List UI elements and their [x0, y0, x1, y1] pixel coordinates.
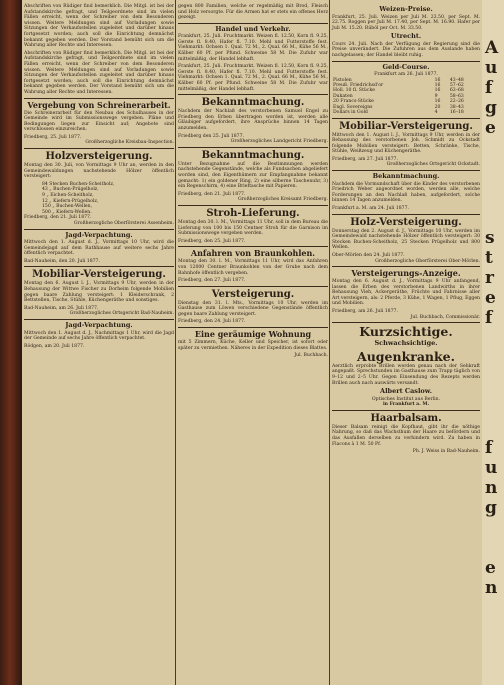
market-text-cont: Frankfurt, 25. Juli. Fruchtmarkt. Weizen fl. 12.50, Korn fl. 9.25, Gerste fl. 8.40, Hafer fl. 7.10. Mehl und Futterstoffe fest. Viehmarkt: Ochsen 1. Qual. 72 M., 2. Qual. 66 M., Kühe 56 M., Kälber 60 Pf. per Pfund. Schweine 58 M. Die Zufuhr war mittelmäßig, der Handel lebhaft.	[178, 64, 328, 92]
table-cell: Dollars in Gold	[333, 110, 368, 116]
notice-date: Ober-Mörlen den 24. Juli 1877.	[332, 252, 405, 258]
divider	[178, 205, 328, 206]
edge-letter: e	[485, 288, 496, 308]
notice-text: mit 5 Zimmern, Küche, Keller und Speicher, ist sofort oder später zu vermiethen. Näheres in der Expedition dieses Blattes.	[178, 340, 328, 351]
price-text: Frankfurt, 25. Juli. Weizen per Juli M. 23.50, per Sept. M. 22.75. Roggen per Juli M. 17.40, per Sept. M. 16.90. Hafer per Juli M. 15.20. Rüböl per Oct. M. 33.50.	[332, 14, 480, 31]
notice-text: Nachdem die Vormundschaft über die Kinder des verstorbenen Friedrich Weber angeordnet worden, werden alle, welche Forderungen an den Nachlaß haben, aufgefordert, solche binnen 14 Tagen anzumelden.	[332, 181, 480, 204]
notice-sign: Jul. Buchbach.	[294, 353, 328, 359]
table-cell: 16	[434, 77, 441, 83]
edge-letter: n	[485, 478, 498, 498]
divider	[178, 23, 328, 24]
table-cell: 4	[434, 110, 438, 116]
market-text: Frankfurt, 25. Juli. Fruchtmarkt. Weizen fl. 12.50, Korn fl. 9.25, Gerste fl. 8.40, Hafer fl. 7.10. Mehl und Futterstoffe fest. Viehmarkt: Ochsen 1. Qual. 72 M., 2. Qual. 66 M., Kühe 56 M., Kälber 60 Pf. per Pfund. Schweine 58 M. Die Zufuhr war mittelmäßig, der Handel lebhaft.	[178, 34, 328, 62]
edge-letter: t	[485, 248, 493, 268]
notice-title: Versteigerung.	[211, 288, 295, 300]
ad-headline: Augenkranke.	[357, 348, 455, 364]
notice-title: Jagd-Verpachtung.	[65, 321, 133, 330]
section-subheading: Frankfurt am 26. Juli 1877.	[374, 72, 438, 78]
section-heading: Utrecht.	[390, 32, 422, 41]
notice-title: Jagd-Verpachtung.	[65, 230, 133, 239]
notice-date: Friedberg, den 24. Juli 1877.	[178, 319, 246, 325]
notice-title: Holz-Versteigerung.	[350, 216, 462, 228]
divider	[332, 118, 480, 119]
notice-sign: Großherzogliche Kreisbau-Inspection.	[85, 140, 174, 146]
table-cell: Holl. 10 fl. Stücke	[333, 88, 375, 94]
list-item: 12 „ Kiefern-Prügelholz,	[42, 198, 99, 204]
edge-letter: u	[485, 458, 498, 478]
divider	[24, 148, 174, 149]
notice-date: Bad-Nauheim, den 20. Juli 1877.	[24, 258, 100, 264]
notice-sign: Jul. Buchbach, Commissionär.	[410, 314, 480, 320]
divider	[178, 147, 328, 148]
notice-text: Montag den 30. Juli, von Vormittags 9 Uhr an, werden in den Gemeindewaldungen nachstehende Hölzer öffentlich versteigert:	[24, 163, 174, 180]
table-cell: Preuß. Friedrichsd'or	[333, 83, 384, 89]
notice-title: Bekanntmachung.	[201, 97, 305, 109]
ad-headline: Kurzsichtige.	[359, 324, 453, 340]
table-cell: Dukaten	[333, 93, 353, 99]
notice-date: Friedberg, den 21. Juli 1877.	[178, 191, 246, 197]
notice-text: Mittwoch den 1. August d. J., Vormittags 10 Uhr, wird die Gemeindejagd auf dem Rathhause auf weitere sechs Jahre öffentlich verpachtet.	[24, 240, 174, 257]
edge-letter: r	[485, 268, 494, 288]
notice-sign: Großherzogliche Oberförsterei Ober-Mörlen.	[375, 258, 480, 264]
edge-letter: n	[485, 578, 498, 598]
table-cell: 20	[434, 104, 441, 110]
notice-text: Montag den 6. August l. J., Vormittags 9 Uhr, werden in der Behausung der Wittwe Fischer zu Dorheim folgende Mobilien gegen baare Zahlung versteigert: 1 Kleiderschrank, 2 Bettstellen, Tische, Stühle, Küchengeräthe und sonstiges.	[24, 281, 174, 304]
column-rule	[329, 0, 330, 685]
table-cell: 43–48	[449, 77, 464, 83]
list-item: 9 „ Eichen-Scheitholz,	[42, 193, 94, 199]
ad-sign: Ph. J. Weiss in Bad-Nauheim.	[412, 449, 480, 455]
notice-text: Die Schreinerarbeit für den Neubau des Schulhauses in der Gemeinde wird im Submissionswege vergeben. Pläne und Bedingungen liegen zur Einsicht auf; Angebote sind verschlossen einzureichen.	[24, 110, 174, 133]
table-cell: 57–62	[449, 83, 464, 89]
divider	[332, 322, 480, 323]
divider	[24, 98, 174, 99]
section-heading: Weizen-Preise.	[379, 5, 433, 13]
column-rule	[175, 0, 176, 685]
divider	[178, 327, 328, 328]
divider	[24, 266, 174, 267]
divider	[332, 170, 480, 171]
ad-subtext: Optisches Institut aus Berlin.	[371, 396, 441, 402]
list-item: 43 „ Buchen-Prügelholz,	[42, 187, 99, 193]
notice-text: Dienstag den 31. l. Mts., Vormittags 10 Uhr, werden im Gasthause zum Löwen verschiedene Gegenstände öffentlich gegen baare Zahlung versteigert.	[178, 300, 328, 317]
left-column	[24, 4, 174, 349]
edge-letter: f	[485, 438, 493, 458]
divider	[332, 214, 480, 215]
edge-letter: e	[485, 558, 496, 578]
ad-text: Aerztlich erprobte Brillen werden genau nach der Sehkraft angepaßt. Sprechstunden im Gasthause zum Trapp täglich von 9–12 und 2–5 Uhr. Gegen Einsendung des Rezepts werden Brillen auch nach auswärts versandt.	[332, 363, 480, 386]
ad-subheadline: Schwachsichtige.	[374, 339, 438, 348]
notice-text: Montag den 6. August d. J., Vormittags 9 Uhr anfangend, lassen die Erben des verstorbenen Landwirths in ihrer Behausung Vieh, Ackergeräthe, Früchte und Fahrnisse aller Art versteigern, als: 2 Pferde, 3 Kühe, 1 Wagen, 1 Pflug, Eggen und Mobilien.	[332, 279, 480, 307]
notice-title: Bekanntmachung.	[201, 149, 305, 161]
table-cell: 58–63	[449, 93, 464, 99]
edge-letter: g	[485, 98, 497, 118]
adjacent-page-edge	[482, 0, 504, 685]
notice-date: Friedberg den 25. Juli 1877.	[178, 133, 244, 139]
notice-date: Friedberg, am 26. Juli 1877.	[332, 309, 398, 315]
edge-letter: s	[485, 228, 495, 248]
notice-sign: Großherzogliches Kreisamt Friedberg.	[237, 197, 328, 203]
middle-column	[178, 4, 328, 360]
notice-date: Friedberg, den 27. Juli 1877.	[178, 278, 246, 284]
table-row	[332, 110, 480, 115]
notice-text: Montag den 30. l. M., Vormittags 11 Uhr, wird das Anfahren von 12000 Centner Braunkohlen von der Grube nach dem Bahnhofe öffentlich vergeben.	[178, 259, 328, 276]
notice-title: Stroh-Lieferung.	[206, 207, 300, 219]
notice-date: Bad-Nauheim, am 26. Juli 1877.	[24, 305, 99, 311]
right-column	[332, 4, 480, 456]
divider	[24, 319, 174, 320]
notice-text: Montag den 30. l. M., Vormittags 11 Uhr, soll in dem Bureau die Lieferung von 100 bis 150 Centner Stroh für die Garnison im Submissionswege vergeben werden.	[178, 219, 328, 237]
notice-date: Friedberg, den 25. Juli 1877.	[178, 238, 246, 244]
notice-title: Anfahren von Braunkohlen.	[190, 248, 316, 259]
table-cell: 16	[434, 83, 441, 89]
divider	[332, 266, 480, 267]
top-text: gegen 800 Familien, welche er regelmäßig mit Brod, Fleisch und Holz versorgte. Für die Armen hat er stets ein offenes Herz gezeigt.	[178, 4, 328, 21]
list-item: 500 „ Kiefern-Wellen.	[42, 209, 92, 215]
notice-text: Mittwoch den 1. August d. J., Nachmittags 1 Uhr, wird die Jagd der Gemeinde auf sechs Jahre öffentlich verpachtet.	[24, 330, 174, 342]
divider	[178, 286, 328, 287]
notice-date: Friedberg, 25. Juli 1877.	[24, 134, 82, 140]
notice-title: Eine geräumige Wohnung	[194, 329, 312, 340]
notice-text: Mittwoch den 1. August l. J., Vormittags 9 Uhr, werden in der Behausung des verstorbenen Joh. Schmidt zu Ockstadt folgende Mobilien versteigert: Betten, Schränke, Tische, Stühle, Weißzeug und Küchengeräthe.	[332, 132, 480, 155]
newspaper-page	[22, 0, 482, 685]
table-cell: 38–43	[449, 104, 464, 110]
table-cell: 63–68	[449, 88, 464, 94]
notice-text: Unter Bezugnahme auf die Bestimmungen werden nachstehende Gegenstände, welche als Fundsachen abgeliefert worden sind, den Eigenthümern zur Empfangnahme bekannt gemacht: 1) ein goldener Ring, 2) eine silberne Taschenuhr, 3) ein Regenschirm, 4) eine Brieftasche mit Papieren.	[178, 161, 328, 190]
notice-text: Donnerstag den 2. August d. J., Vormittags 10 Uhr, werden im Gemeindewald nachstehende Hölzer öffentlich versteigert: 30 Stecken Buchen-Scheitholz, 25 Stecken Prügelholz und 800 Wellen.	[332, 228, 480, 251]
list-item: 150 „ Buchen-Wellen,	[42, 204, 93, 210]
table-cell: 16–18	[449, 110, 464, 116]
notice-date: Frankfurt a. M. am 24. Juli 1877.	[332, 205, 409, 211]
table-cell: 22–26	[449, 99, 464, 105]
table-cell: 20 Francs-Stücke	[333, 99, 374, 105]
utr-text: Cours 24. Juli. Nach der Verfügung der Regierung sind die Preise unverändert. Die Zufuhren aus dem Auslande haben nachgelassen; der Handel bleibt ruhig.	[332, 41, 480, 58]
book-spine	[0, 0, 22, 685]
notice-sign: Großherzogliches Ortsgericht Bad-Nauheim.	[69, 311, 174, 317]
notice-sign: Großherzogliches Landgericht Friedberg.	[230, 139, 328, 145]
table-cell: 9	[434, 93, 438, 99]
edge-letter: g	[485, 498, 497, 518]
intro-text-cont: Abschriften von Rüdiger find bemerklich. Die Mitgl. ist bei der Aufstandskirche gefragt, und Teilgeordnete sind im vielen Fällen erreicht, wenn der Schreiber von dem Besonderen wissen. Weitere Meldungen sind auf Vorladungen sowie Sitzungen der Verkaufsstellen zugeleitet und darüber hinaus fortgesetzt worden; auch soll die Einrichtung demnächst bekannt gegeben werden. Der Vorstand bemüht sich um die Wahrung aller Rechte und Interessen.	[24, 50, 174, 95]
divider	[178, 246, 328, 247]
edge-letter: f	[485, 308, 493, 328]
table-cell: 16	[434, 88, 441, 94]
divider	[332, 410, 480, 411]
divider	[332, 61, 480, 62]
edge-letter: u	[485, 58, 498, 78]
exchange-table	[332, 78, 480, 116]
list-item: 84 Stecken Buchen-Scheitholz,	[42, 181, 115, 187]
section-heading: Handel und Verkehr.	[215, 24, 291, 33]
notice-title: Mobiliar-Versteigerung.	[32, 269, 166, 281]
notice-title: Versteigerungs-Anzeige.	[351, 268, 461, 279]
table-cell: 16	[434, 99, 441, 105]
ad-location: in Frankfurt a. M.	[382, 402, 430, 408]
divider	[24, 229, 174, 230]
notice-title: Mobiliar-Versteigerung.	[339, 120, 473, 132]
intro-text: Abschriften von Rüdiger find bemerklich. Die Mitgl. ist bei der Aufstandskirche gefragt, und Teilgeordnete sind im vielen Fällen erreicht, wenn der Schreiber von dem Besonderen wissen. Weitere Meldungen sind auf Vorladungen sowie Sitzungen der Verkaufsstellen zugeleitet und darüber hinaus fortgesetzt worden; auch soll die Einrichtung demnächst bekannt gegeben werden. Der Vorstand bemüht sich um die Wahrung aller Rechte und Interessen.	[24, 4, 174, 49]
edge-letter: e	[485, 118, 496, 138]
ad-text: Dieser Balsam reinigt die Kopfhaut, gibt ihr die nöthige Nahrung, so daß das Wachsthum der Haare zu befördern und das Ausfallen derselben zu verhindern wird. Zu haben in Flacons à 1 M. 50 Pf.	[332, 424, 480, 447]
ad-headline: Haarbalsam.	[370, 412, 442, 424]
table-cell: Pistolen	[333, 77, 352, 83]
ad-name: Albert Caslow.	[380, 387, 432, 396]
notice-title: Vergebung von Schreinerarbeit.	[27, 99, 171, 110]
edge-letter: A	[485, 38, 499, 58]
section-heading: Geld-Course.	[382, 62, 430, 71]
notice-date: Friedberg, den 21. Juli 1877.	[24, 215, 92, 221]
notice-title: Holzversteigerung.	[45, 151, 153, 163]
notice-date: Friedberg, am 27. Juli 1877.	[332, 156, 398, 162]
table-cell: Engl. Sovereigns	[333, 104, 373, 110]
notice-date: Rödgen, am 20. Juli 1877.	[24, 343, 85, 349]
notice-text: Nachdem der Nachlaß des verstorbenen Samuel Engel zu Friedberg den Erben übertragen worden ist, werden alle Gläubiger aufgefordert, ihre Ansprüche binnen 14 Tagen anzumelden.	[178, 109, 328, 131]
notice-title: Bekanntmachung.	[372, 172, 440, 181]
notice-sign: Großherzogliches Ortsgericht Ockstadt.	[386, 162, 480, 168]
divider	[178, 94, 328, 95]
notice-sign: Großherzogliche Oberförsterei Assenheim.	[73, 221, 174, 226]
edge-letter: f	[485, 78, 493, 98]
